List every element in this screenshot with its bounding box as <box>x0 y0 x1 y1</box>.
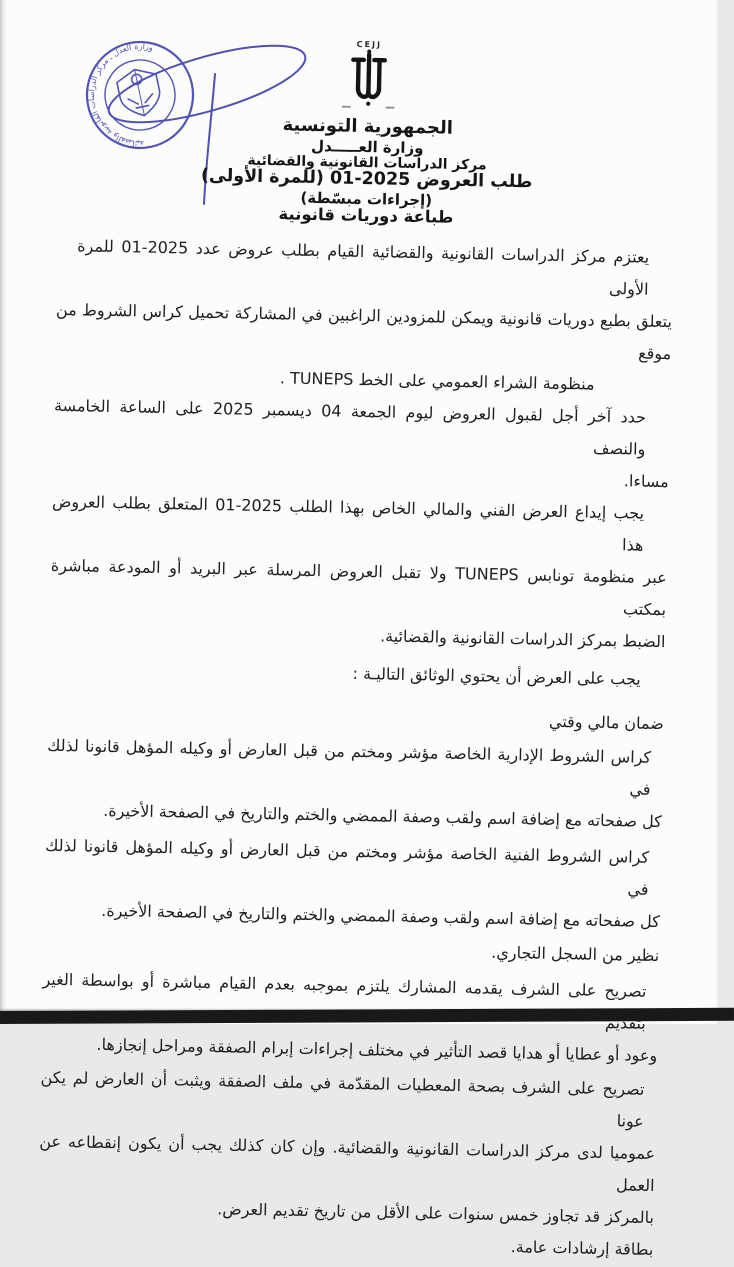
header-subject: طباعة دوريات قانونية <box>278 204 454 227</box>
item-technical-terms-line-2: كل صفحاته مع إضافة اسم ولقب وصفة الممضي والختم والتاريخ في الصفحة الأخيرة. <box>101 900 661 932</box>
header-ministry: وزارة العـــــدل <box>310 136 424 158</box>
item-honor-declaration-1-line-2: وعود أو عطايا أو هدايا قصد التأثير في مختلف إجراءات إبرام الصفقة ومراحل إنجازها. <box>96 1034 658 1066</box>
header-republic: الجمهورية التونسية <box>282 114 454 139</box>
submission-line-1: يجب إيداع العرض الفني والمالي الخاص بهذا الطلب 2025-01 المتعلق بطلب العروض هذا <box>51 491 645 555</box>
intro-line-3: منظومة الشراء العمومي على الخط TUNEPS . <box>279 368 595 394</box>
item-honor-declaration-1-line-1: تصريح على الشرف يقدمه المشارك يلتزم بموجبه بعدم القيام مباشرة أو بواسطة الغير بتقديم <box>42 969 647 1033</box>
item-admin-terms-line-1: كراس الشروط الإدارية الخاصة مؤشر ومختم من قبل العارض أو وكيله المؤهل قانونا لذلك في <box>47 735 652 799</box>
item-honor-declaration-2-line-3: بالمركز قد تجاوز خمس سنوات على الأقل من تاريخ تقديم العرض. <box>217 1199 655 1228</box>
documents-intro: يجب على العرض أن يحتوي الوثائق التاليـة : <box>352 663 641 689</box>
item-admin-terms-line-2: كل صفحاته مع إضافة اسم ولقب وصفة الممضي والختم والتاريخ في الصفحة الأخيرة. <box>103 800 663 832</box>
stamp-ring-text: وزارة العدل ـ مركز الدراسات القانونية والقضائية <box>87 41 154 149</box>
item-honor-declaration-2-line-1: تصريح على الشرف بصحة المعطيات المقدّمة في ملف الصفقة ويثبت أن العارض لم يكن عونا <box>40 1067 645 1131</box>
deadline-line-2: مساءا. <box>623 471 669 492</box>
document-body <box>37 230 673 1266</box>
header-center-name: مركز الدراسات القانونية والقضائية <box>247 152 487 174</box>
deadline-line-1: حدد آخر أجل لقبول العروض ليوم الجمعة 04 ديسمبر 2025 على الساعة الخامسة والنصف <box>53 395 647 459</box>
submission-line-3: الضبط بمركز الدراسات القانونية والقضائية. <box>379 626 666 652</box>
submission-line-2: عبر منظومة تونابس TUNEPS ولا تقبل العروض المرسلة عبر البريد أو المودعة مباشرة بمكتب <box>50 555 667 620</box>
logo-acronym: CEJJ <box>356 39 383 50</box>
item-financial-guarantee: ضمان مالي وقتي <box>548 711 665 734</box>
intro-line-1: يعتزم مركز الدراسات القانونية والقضائية القيام بطلب عروض عدد 2025-01 للمرة الأولى <box>77 236 650 299</box>
cejj-calligraphic-logo-icon <box>340 48 397 113</box>
item-commercial-register: نظير من السجل التجاري. <box>491 942 660 966</box>
item-general-info-card: بطاقة إرشادات عامة. <box>510 1237 654 1260</box>
item-technical-terms-line-1: كراس الشروط الفنية الخاصة مؤشر ومختم من قبل العارض أو وكيله المؤهل قانونا لذلك في <box>45 835 650 899</box>
header-procedure: (إجراءات مبسّطة) <box>300 188 433 210</box>
intro-line-2: يتعلق بطبع دوريات قانونية ويمكن للمزودين الراغبين في المشاركة تحميل كراس الشروط من موقع <box>55 299 673 364</box>
item-honor-declaration-2-line-2: عموميا لدى مركز الدراسات القانونية والقضائية. وإن كان كذلك يجب أن يكون إنقطاعه عن العمل <box>39 1131 656 1196</box>
header-tender-title: طلب العروض 2025-01 (للمرة الأولى) <box>200 165 533 193</box>
